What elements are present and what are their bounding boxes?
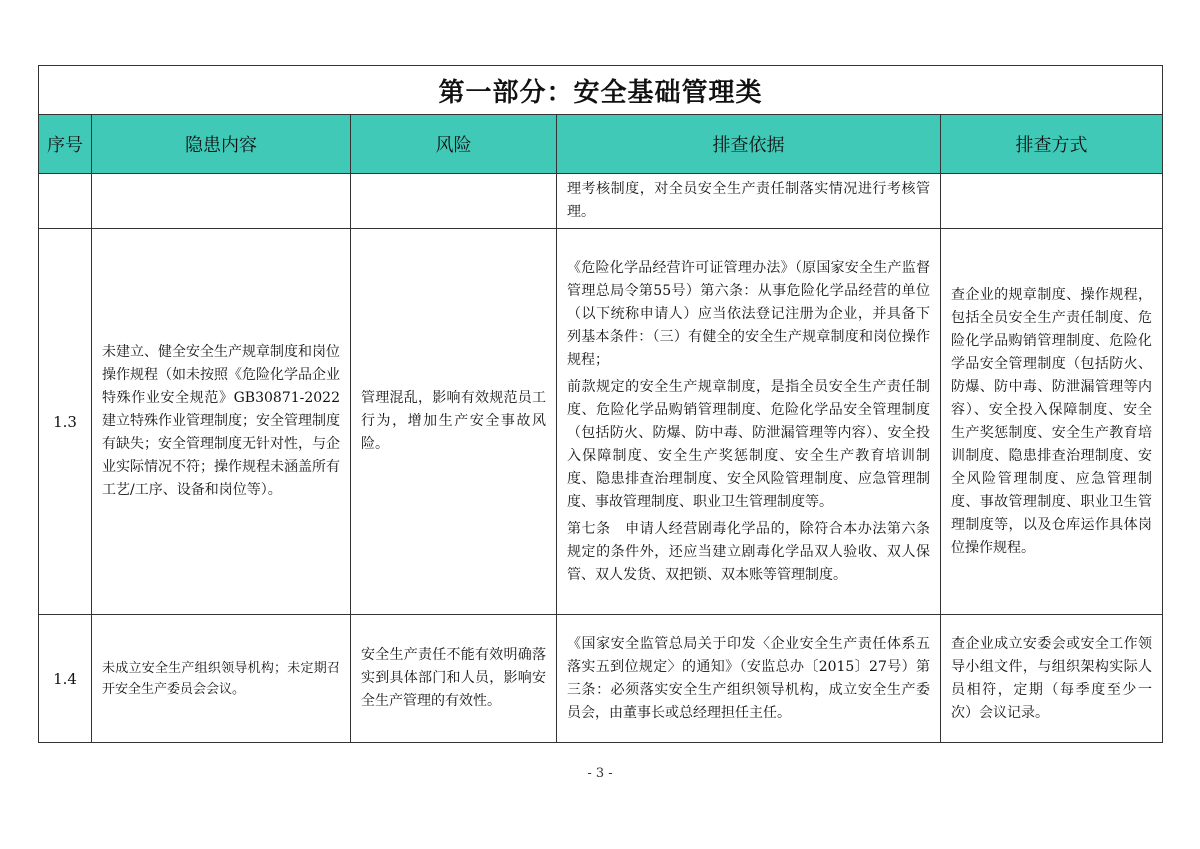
table-row [39,229,1163,615]
basis-paragraph: 第七条 申请人经营剧毒化学品的，除符合本办法第六条规定的条件外，还应当建立剧毒化学品双人验收、双人保管、双人发货、双把锁、双本账等管理制度。 [567,520,930,583]
cell-method: 查企业成立安委会或安全工作领导小组文件，与组织架构实际人员相符，定期（每季度至少一次）会议记录。 [941,615,1163,743]
cell-hazard: 未建立、健全安全生产规章制度和岗位操作规程（如未按照《危险化学品企业特殊作业安全规范》GB30871-2022建立特殊作业管理制度；安全管理制度有缺失；安全管理制度无针对性，与企业实际情况不符；操作规程未涵盖所有工艺/工序、设备和岗位等）。 [92,229,351,615]
basis-paragraph: 《国家安全监管总局关于印发〈企业安全生产责任体系五落实五到位规定〉的通知》（安监总办〔2015〕27号）第三条：必须落实安全生产组织领导机构，成立安全生产委员会，由董事长或总经理担任主任。 [567,635,930,721]
table-row-continued [39,174,1163,229]
cell-risk: 安全生产责任不能有效明确落实到具体部门和人员，影响安全生产管理的有效性。 [351,615,557,743]
cell-index: 1.3 [39,229,92,615]
basis-paragraph: 《危险化学品经营许可证管理办法》（原国家安全生产监督管理总局令第55号）第六条：从事危险化学品经营的单位（以下统称申请人）应当依法登记注册为企业，并具备下列基本条件：（三）有健全的安全生产规章制度和岗位操作规程； [567,259,930,368]
cell-index: 1.4 [39,615,92,743]
cell-risk [351,174,557,229]
cell-risk: 管理混乱，影响有效规范员工行为，增加生产安全事故风险。 [351,229,557,615]
cell-hazard: 未成立安全生产组织领导机构；未定期召开安全生产委员会会议。 [92,615,351,743]
table-header-row [39,115,1163,174]
header-method: 排查方式 [941,115,1163,174]
cell-basis [557,229,941,615]
cell-method: 查企业的规章制度、操作规程，包括全员安全生产责任制度、危险化学品购销管理制度、危险化学品安全管理制度（包括防火、防爆、防中毒、防泄漏管理等内容）、安全投入保障制度、安全生产奖惩制度、安全生产教育培训制度、隐患排查治理制度、安全风险管理制度、应急管理制度、事故管理制度、职业卫生管理制度等，以及仓库运作具体岗位操作规程。 [941,229,1163,615]
hazard-table [38,65,1163,743]
cell-basis [557,615,941,743]
cell-index [39,174,92,229]
page-number: - 3 - [587,766,613,781]
cell-basis: 理考核制度，对全员安全生产责任制落实情况进行考核管理。 [557,174,941,229]
cell-method [941,174,1163,229]
header-hazard: 隐患内容 [92,115,351,174]
header-index: 序号 [39,115,92,174]
header-risk: 风险 [351,115,557,174]
basis-paragraph: 前款规定的安全生产规章制度，是指全员安全生产责任制度、危险化学品购销管理制度、危险化学品安全管理制度（包括防火、防爆、防中毒、防泄漏管理等内容）、安全投入保障制度、安全生产奖惩制度、安全生产教育培训制度、隐患排查治理制度、安全风险管理制度、应急管理制度、事故管理制度、职业卫生管理制度等。 [567,378,930,510]
document-sheet [38,65,1162,743]
header-basis: 排查依据 [557,115,941,174]
page-title: 第一部分：安全基础管理类 [39,66,1163,115]
table-row [39,615,1163,743]
cell-hazard [92,174,351,229]
